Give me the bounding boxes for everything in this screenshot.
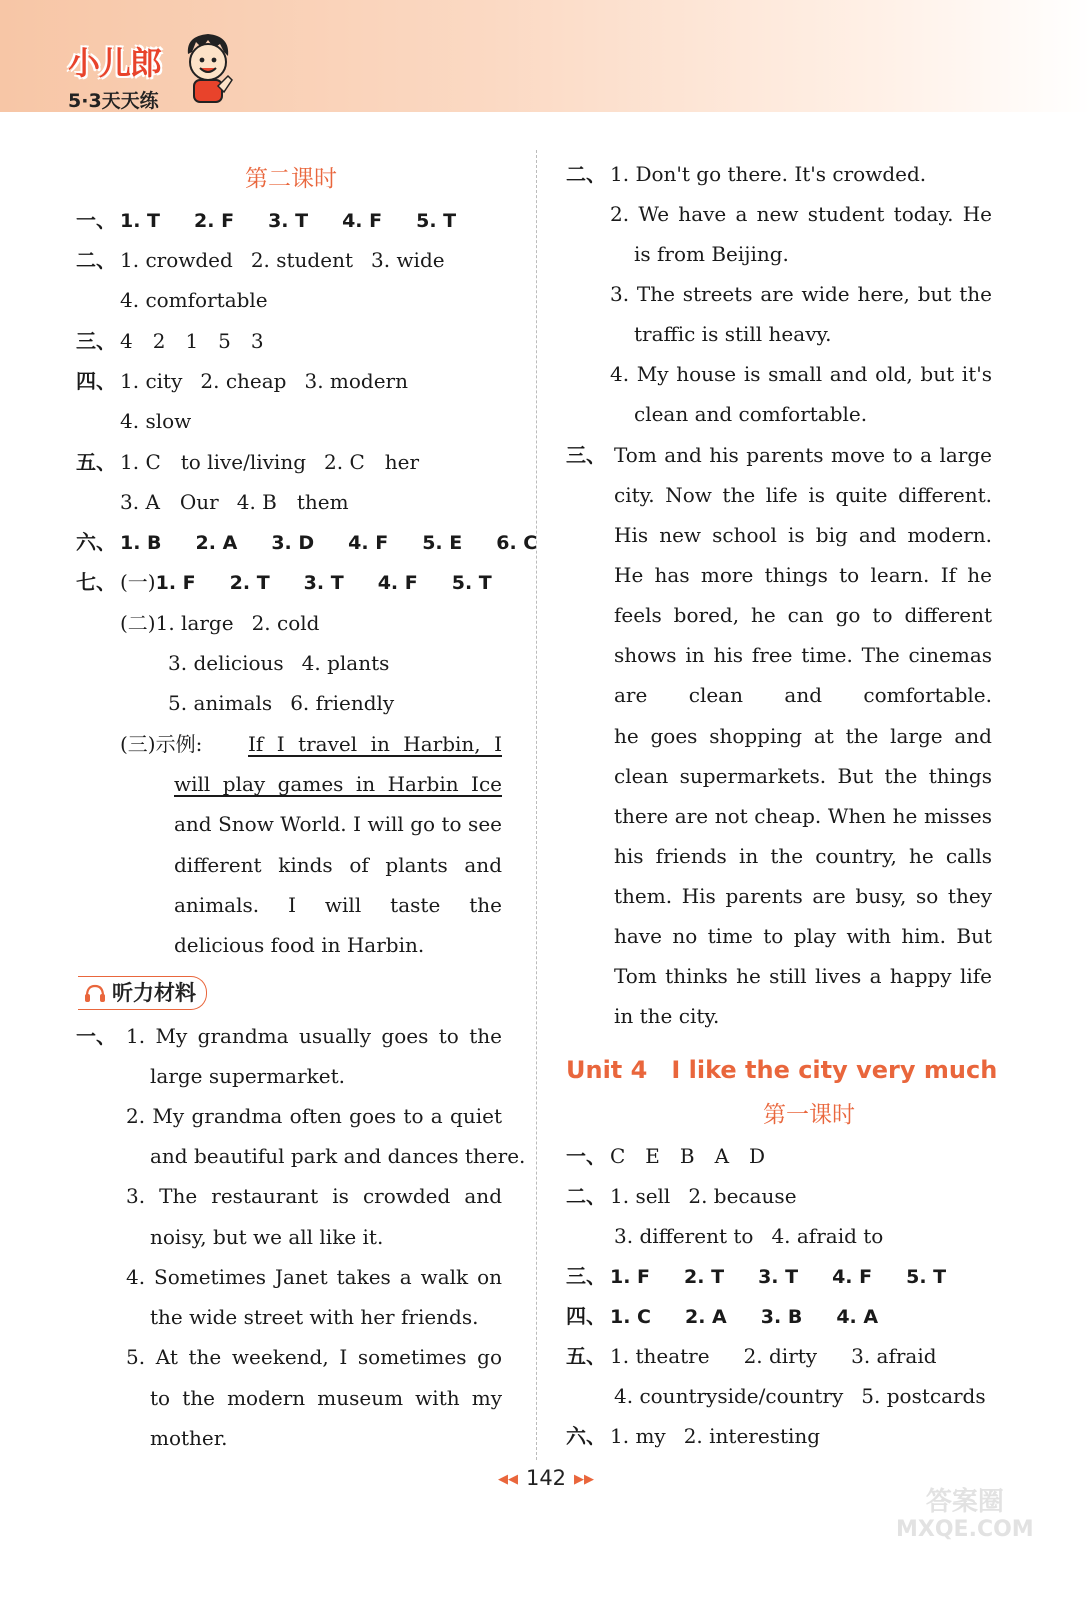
passage-line-9: clean supermarkets. But the things bbox=[614, 764, 992, 788]
passage-line-6: shows in his free time. The cinemas bbox=[614, 643, 992, 667]
listening-line-6: noisy, but we all like it. bbox=[150, 1225, 384, 1249]
lesson-title-1: 第一课时 bbox=[763, 1102, 855, 1128]
passage-line-14: Tom thinks he still lives a happy life bbox=[614, 964, 992, 988]
mascot-icon bbox=[180, 30, 236, 110]
unit4-section-1: 一、 C E B A D bbox=[566, 1144, 766, 1168]
listening-line-1: 1. My grandma usually goes to the bbox=[126, 1024, 502, 1048]
unit-4-title: Unit 4 I like the city very much bbox=[566, 1056, 998, 1084]
section-3-answers: 三、 4 2 1 5 3 bbox=[76, 329, 264, 353]
lesson-title-2: 第二课时 bbox=[245, 166, 337, 192]
listening-2-line-7: clean and comfortable. bbox=[634, 402, 868, 426]
passage-line-13: have no time to play with him. But bbox=[614, 924, 992, 948]
section-7-part-2: (二)1. large 2. cold bbox=[120, 611, 320, 635]
listening-line-4: and beautiful park and dances there. bbox=[150, 1144, 526, 1168]
unit4-section-5: 五、 1. theatre 2. dirty 3. afraid bbox=[566, 1344, 937, 1368]
section-1-answers: 一、 1. T 2. F 3. T 4. F 5. T bbox=[76, 208, 457, 232]
listening-line-10: to the modern museum with my bbox=[150, 1386, 502, 1410]
listening-2-line-6: 4. My house is small and old, but it's bbox=[610, 362, 992, 386]
listening-section-3-label: 三、 bbox=[566, 443, 606, 467]
section-2-answers-cont: 4. comfortable bbox=[120, 288, 268, 312]
listening-line-9: 5. At the weekend, I sometimes go bbox=[126, 1345, 502, 1369]
sample-answer-line-1: If I travel in Harbin, I bbox=[248, 732, 502, 756]
listening-2-line-3: is from Beijing. bbox=[634, 242, 789, 266]
listening-section-2-label: 二、 bbox=[566, 162, 606, 186]
listening-section-1-label: 一、 bbox=[76, 1024, 116, 1048]
sample-answer-line-2: will play games in Harbin Ice bbox=[174, 772, 502, 796]
passage-line-4: He has more things to learn. If he bbox=[614, 563, 992, 587]
listening-line-11: mother. bbox=[150, 1426, 228, 1450]
section-7-part-2-row-2: 3. delicious 4. plants bbox=[168, 651, 390, 675]
section-2-answers: 二、 1. crowded 2. student 3. wide bbox=[76, 248, 445, 272]
section-7-part-3-label: (三)示例: bbox=[120, 732, 203, 756]
passage-line-1: Tom and his parents move to a large bbox=[614, 443, 992, 467]
section-4-answers-cont: 4. slow bbox=[120, 409, 192, 433]
listening-2-line-5: traffic is still heavy. bbox=[634, 322, 832, 346]
passage-line-2: city. Now the life is quite different. bbox=[614, 483, 992, 507]
unit4-section-6: 六、 1. my 2. interesting bbox=[566, 1424, 821, 1448]
prev-page-icon: ◀◀ bbox=[497, 1471, 518, 1487]
section-7-part-2-row-3: 5. animals 6. friendly bbox=[168, 691, 395, 715]
sample-answer-line-6: delicious food in Harbin. bbox=[174, 933, 425, 957]
listening-tag-label: 听力材料 bbox=[112, 981, 196, 1005]
listening-2-line-2: 2. We have a new student today. He bbox=[610, 202, 992, 226]
unit4-section-3: 三、 1. F 2. T 3. T 4. F 5. T bbox=[566, 1264, 947, 1288]
brand-logo bbox=[68, 38, 161, 113]
next-page-icon: ▶▶ bbox=[574, 1471, 595, 1487]
unit4-section-2-cont: 3. different to 4. afraid to bbox=[614, 1224, 884, 1248]
logo-main-text: 小儿郎 bbox=[68, 44, 162, 82]
passage-line-15: in the city. bbox=[614, 1004, 720, 1028]
sample-answer-line-3: and Snow World. I will go to see bbox=[174, 812, 502, 836]
listening-line-8: the wide street with her friends. bbox=[150, 1305, 479, 1329]
listening-line-7: 4. Sometimes Janet takes a walk on bbox=[126, 1265, 502, 1289]
unit4-section-2: 二、 1. sell 2. because bbox=[566, 1184, 797, 1208]
logo-sub-text: 5·3天天练 bbox=[68, 90, 159, 112]
unit4-section-4: 四、 1. C 2. A 3. B 4. A bbox=[566, 1304, 879, 1328]
passage-line-8: he goes shopping at the large and bbox=[614, 724, 992, 748]
section-7-part-1: 七、 (一)1. F 2. T 3. T 4. F 5. T bbox=[76, 570, 492, 594]
passage-line-7: are clean and comfortable. bbox=[614, 683, 992, 707]
section-5-answers: 五、 1. C to live/living 2. C her bbox=[76, 450, 420, 474]
section-5-answers-cont: 3. A Our 4. B them bbox=[120, 490, 349, 514]
passage-line-10: there are not cheap. When he misses bbox=[614, 804, 992, 828]
sample-answer-line-5: animals. I will taste the bbox=[174, 893, 502, 917]
page-number: ◀◀ 142 ▶▶ bbox=[497, 1466, 595, 1490]
listening-2-line-4: 3. The streets are wide here, but the bbox=[610, 282, 992, 306]
listening-line-2: large supermarket. bbox=[150, 1064, 346, 1088]
section-6-answers: 六、 1. B 2. A 3. D 4. F 5. E 6. C bbox=[76, 530, 538, 554]
headphones-icon bbox=[84, 983, 106, 1003]
passage-line-5: feels bored, he can go to different bbox=[614, 603, 992, 627]
listening-material-tag bbox=[78, 976, 207, 1010]
site-watermark: 答案圈 MXQE.COM bbox=[896, 1487, 1034, 1542]
listening-line-5: 3. The restaurant is crowded and bbox=[126, 1184, 502, 1208]
sample-answer-line-4: different kinds of plants and bbox=[174, 853, 502, 877]
header-band bbox=[0, 0, 1092, 112]
unit4-section-5-cont: 4. countryside/country 5. postcards bbox=[614, 1384, 986, 1408]
passage-line-12: them. His parents are busy, so they bbox=[614, 884, 992, 908]
passage-line-11: his friends in the country, he calls bbox=[614, 844, 992, 868]
listening-line-3: 2. My grandma often goes to a quiet bbox=[126, 1104, 502, 1128]
section-4-answers: 四、 1. city 2. cheap 3. modern bbox=[76, 369, 408, 393]
passage-line-3: His new school is big and modern. bbox=[614, 523, 992, 547]
column-divider bbox=[536, 150, 537, 1460]
listening-2-line-1: 1. Don't go there. It's crowded. bbox=[610, 162, 927, 186]
